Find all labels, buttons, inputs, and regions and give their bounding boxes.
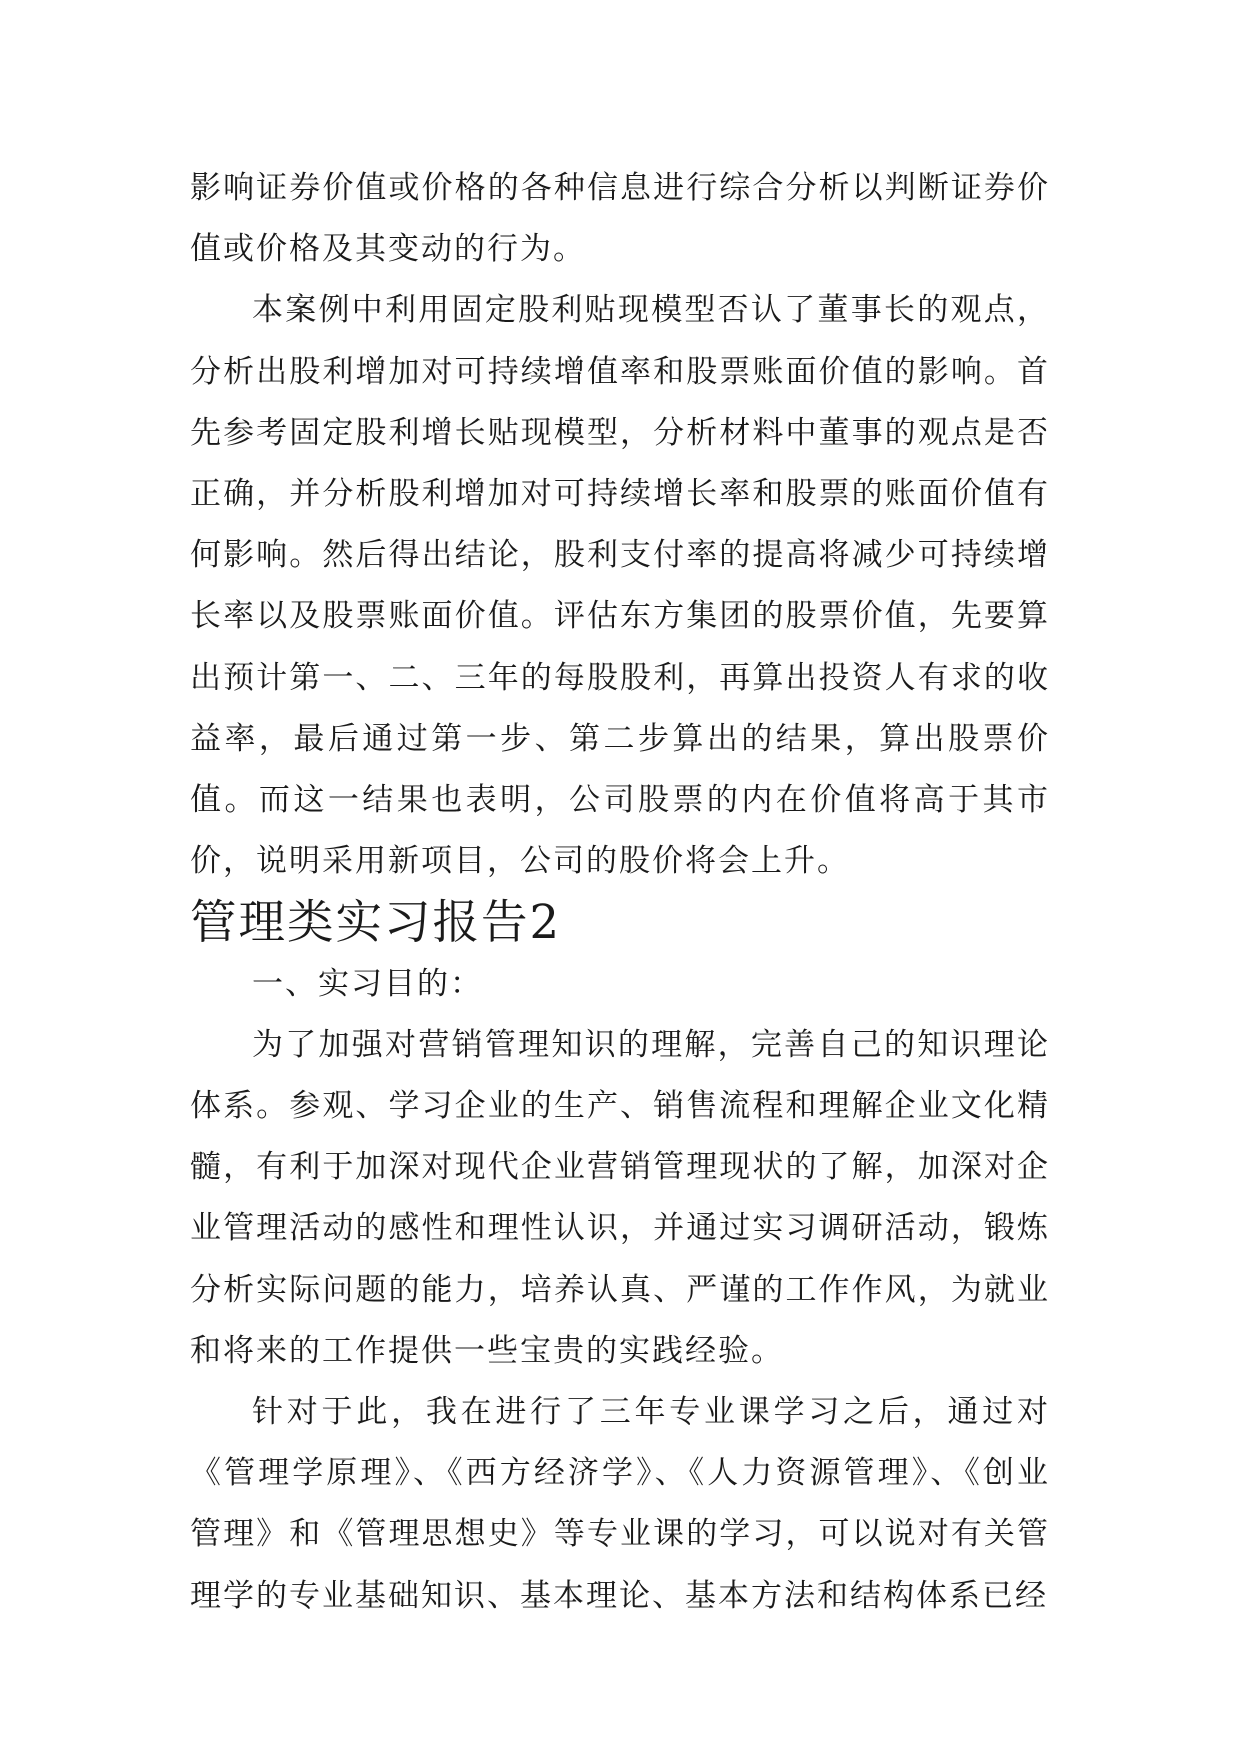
document-body xyxy=(190,158,1050,1627)
paragraph-internship-purpose: 为了加强对营销管理知识的理解，完善自己的知识理论体系。参观、学习企业的生产、销售流程和理解企业文化精髓，有利于加深对现代企业营销管理现状的了解，加深对企业管理活动的感性和理性认识，并通过实习调研活动，锻炼分析实际问题的能力，培养认真、严谨的工作作风，为就业和将来的工作提供一些宝贵的实践经验。 xyxy=(190,1026,1050,1369)
paragraph-securities-analysis-end: 影响证券价值或价格的各种信息进行综合分析以判断证券价值或价格及其变动的行为。 xyxy=(190,170,1050,268)
section-title: 管理类实习报告2 xyxy=(190,895,562,950)
paragraph-internship-purpose-heading: 一、实习目的： xyxy=(252,965,483,1002)
paragraph-course-study: 针对于此，我在进行了三年专业课学习之后，通过对《管理学原理》、《西方经济学》、《人力资源管理》、《创业管理》和《管理思想史》等专业课的学习，可以说对有关管理学的专业基础知识、基本理论、基本方法和结构体系已经 xyxy=(190,1394,1050,1614)
paragraph-case-analysis: 本案例中利用固定股利贴现模型否认了董事长的观点，分析出股利增加对可持续增值率和股票账面价值的影响。首先参考固定股利增长贴现模型，分析材料中董事的观点是否正确，并分析股利增加对可持续增长率和股票的账面价值有何影响。然后得出结论，股利支付率的提高将减少可持续增长率以及股票账面价值。评估东方集团的股票价值，先要算出预计第一、二、三年的每股股利，再算出投资人有求的收益率，最后通过第一步、第二步算出的结果，算出股票价值。而这一结果也表明，公司股票的内在价值将高于其市价，说明采用新项目，公司的股价将会上升。 xyxy=(190,292,1050,880)
